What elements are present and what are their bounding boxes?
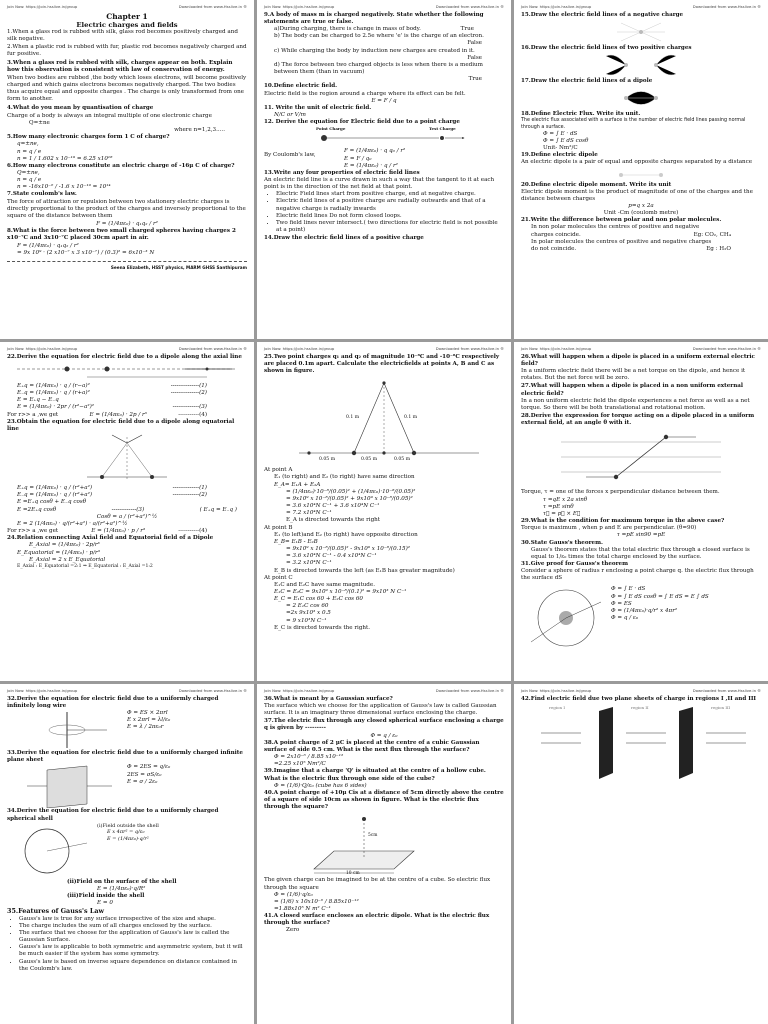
answer-10: Electric field is the region around a charge where its effect can be felt. [264, 90, 466, 97]
section-heading: At point A [264, 467, 293, 474]
question-17: 17.Draw the electric field lines of a dipole [521, 78, 653, 85]
header-source[interactable]: Downloaded from www.Hsslive.in ® [692, 346, 761, 351]
unit: Unit -Cm (coulomb metre) [603, 210, 679, 217]
equation: F = (1/4πε₀) · q q₀ / r² [344, 148, 406, 155]
equation: E = (1/4πε₀)·q/R² [97, 885, 146, 892]
question-3: 3.When a glass rod is rubbed with silk, charges appear on both. Explain how this observation is consistent with law of conservation of energy. [7, 59, 233, 73]
equation: E = F / q [371, 97, 397, 104]
answer-21: In polar molecules the centres of positive and negative charges [531, 238, 712, 245]
label: Point Charge [316, 126, 346, 132]
equatorial-dipole-figure [7, 433, 247, 485]
dipole-torque-figure [521, 427, 761, 489]
answer-20: Electric dipole moment is the product of magnitude of one of the charges and the distance between charges [521, 188, 753, 202]
divider [7, 261, 247, 262]
question-6: 6.How many electrons constitute an electric charge of -16μ C of charge? [7, 162, 235, 169]
statement: c) While charging the body by induction new charges are created in it. [274, 47, 475, 54]
equation: Φ = ∫ E dS cosθ = ∫ E dS = E ∫ dS [611, 593, 709, 600]
question-26: 26.What will happen when a dipole is placed in a uniform external electric field? [521, 353, 755, 368]
answer-21-row: do not coincide. Eg : H₂O [531, 245, 731, 252]
equation: Φ = 2x10⁻⁶ / 8.85 x10⁻¹² [274, 754, 344, 761]
equation: n = q / e [17, 148, 42, 155]
header-source[interactable]: Downloaded from www.Hsslive.in ® [178, 4, 247, 9]
equation: E = (1/4πε₀) · q / r² [344, 162, 398, 169]
region-label: region I [549, 705, 565, 711]
answer-13: An electric field line is a curve drawn in such a way that the tangent to it at each point is in the direction of the net field at that point. [264, 176, 495, 191]
equation: n = -16x10⁻⁶ / -1.6 x 10⁻¹⁹ [17, 184, 91, 191]
equation: E =E₊q cosθ + E₋q cosθ [17, 499, 87, 506]
equation: = (1/6) x 10x10⁻⁶ / 8.85x10⁻¹² [274, 898, 359, 905]
equation-row: E₊q = (1/4πε₀) · q / (r−a)² ---------------(1) [17, 383, 207, 390]
question-35: 35.Features of Gauss's Law [7, 907, 104, 916]
header-link[interactable]: Join Now: https://join.hsslive.in/group [264, 346, 335, 351]
equation: =2.25 x10⁵ Nm²/C [274, 761, 326, 768]
two-positive-charges-figure [521, 52, 761, 78]
equation-row: E₋q = (1/4πε₀) · q / (r²+a²) --------------(2) [17, 492, 207, 499]
answer-29: Torque is maximum , when p and E are perpendicular. (θ=90) [521, 525, 697, 532]
equation: Φ = ∫ E · dS [611, 586, 646, 593]
text: 2.When a plastic rod is rubbed with fur, plastic rod becomes negatively charged and fur positive. [7, 44, 247, 58]
equation: = 2 E₁C cos 60 [286, 603, 329, 610]
list-item: • The charge includes the sum of all charges enclosed by the surface. [19, 923, 247, 930]
equation: Cosθ = a / (r²+a²)^½ [96, 513, 158, 520]
answer-11: N/C or V/m [274, 112, 306, 119]
equation: E_Equatorial = (1/4πε₀) · p/r³ [17, 549, 100, 556]
gaussian-sphere-figure [521, 582, 611, 652]
text: Torque, τ = one of the forces x perpendicular distance between them. [521, 489, 720, 496]
header-source[interactable]: Downloaded from www.Hsslive.in ® [435, 4, 504, 9]
header-link[interactable]: Join Now: https://join.hsslive.in/group [7, 346, 78, 351]
spherical-shell-figure [7, 823, 97, 879]
page-header [521, 689, 761, 694]
text: E_B is directed towards the left (as E₁B has greater magnitude) [274, 567, 455, 574]
equation-result: = 6.25 x10¹⁸ [76, 155, 113, 162]
statement: b) The body can be charged to 2.5e where 'e' is the charge of an electron. [274, 33, 484, 40]
question-28: 28.Derive the expression for torque acting on a dipole placed in a uniform external field, at an angle θ with it. [521, 413, 755, 427]
equation: E = λ / 2πε₀r [127, 724, 164, 731]
page-9 [514, 684, 768, 1024]
equation-row: E =2E₊q cosθ -------------(3) ( E₊q = E₋q ) [17, 506, 237, 513]
equation: q=±ne, [17, 141, 39, 148]
header-source[interactable]: Downloaded from www.Hsslive.in ® [435, 688, 504, 693]
properties-list [264, 191, 504, 234]
page-header [264, 5, 504, 10]
dimension-label: 0.05 m [319, 457, 336, 463]
answer-39: Φ = (1/6)·Q/ε₀ (cube has 6 sides) [274, 782, 367, 789]
square-charge-diagram [264, 811, 504, 877]
equation: E = F / q₀ [344, 155, 372, 162]
equation: E₁C = E₂C = 9x10⁹ x 10⁻⁸/(0.1)² = 9x10³ N C⁻¹ [274, 588, 407, 595]
page-5 [257, 342, 511, 681]
equation: E_Axial : E_Equatorial =2:1 ⇒ E_Equatorial : E_Axial =1:2 [17, 563, 153, 569]
region-label: region III [711, 705, 731, 711]
question-33: 33.Derive the equation for electric field due to a uniformly charged infinite plane sheet [7, 750, 243, 764]
header-source[interactable]: Downloaded from www.Hsslive.in ® [178, 688, 247, 693]
page-6 [514, 342, 768, 681]
equation: Φ = (1/6)·q/ε₀ [274, 891, 313, 898]
question-37: 37.The electric flux through any closed spherical surface enclosing a charge q is given by --------- [264, 718, 504, 732]
equation: E = E₊q − E₋q [17, 397, 59, 404]
text: E₁ (to left)and E₂ (to right) have opposite direction [274, 531, 418, 538]
dimension-label: 5cm [368, 833, 378, 839]
equation: E = 2 (1/4πε₀) · q/(r²+a²) · a/(r²+a²)^½ [17, 520, 128, 527]
equation: F = (1/4πε₀) · q₁q₂ / r² [96, 221, 158, 228]
page-8 [257, 684, 511, 1024]
question-25: 25.Two point charges q₁ and q₂ of magnitude 10⁻⁸C and -10⁻⁸C respectively are placed 0.1m apart. Calculate the electricfields at points A, B and C as shown in figure. [264, 353, 500, 375]
statement-answer: False [467, 40, 482, 47]
question-31: 31.Give proof for Gauss's theorem [521, 560, 629, 567]
equation: 2ES = σS/ε₀ [127, 771, 162, 778]
list-item: • Two field lines never intersect.( two directions for electric field is not possible at a point) [276, 220, 504, 234]
header-link[interactable]: Join Now: https://join.hsslive.in/group [521, 4, 592, 9]
question-19: 19.Define electric dipole [521, 152, 598, 159]
equation: E_C = E₁C cos 60 + E₂C cos 60 [274, 596, 363, 603]
square-figure [264, 811, 504, 877]
answer-19: An electric dipole is a pair of equal and opposite charges separated by a distance [521, 159, 753, 166]
question-12: 12. Derive the equation for Electric field due to a point charge [264, 119, 460, 126]
equation: = 7.2 x10⁴N C⁻¹ [286, 510, 332, 517]
text: E_A is directed towards the right [286, 517, 381, 524]
dipole-field-figure [521, 85, 761, 111]
answer-36: The surface which we choose for the application of Gauss's law is called Gaussian surface. It is an imaginary three dimensional surface enclosing the charge. [264, 703, 497, 717]
question-8: 8.What is the force between two small charged spheres having charges 2 x10⁻⁷C and 3x10⁻⁷C placed 30cm apart in air. [7, 228, 236, 242]
equation: = 3.6 x10⁴N C⁻¹ + 3.6 x10⁴N C⁻¹ [286, 503, 380, 510]
list-item: • Electric field lines of a positive charge are radially outwards and that of a negative charge is radially inwards [276, 198, 504, 212]
answer-21-row: charges coincide. Eg: CO₂, CH₄ [531, 231, 731, 238]
question-41: 41.A closed surface encloses an electric dipole. What is the electric flux through the surface? [264, 913, 490, 927]
label: Test Charge [429, 126, 456, 132]
dimension-label: 0.1 m [346, 415, 360, 421]
page-4 [0, 342, 254, 681]
question-21: 21.Write the difference between polar and non polar molecules. [521, 217, 722, 224]
equation: Q=±ne [29, 119, 50, 126]
question-10: 10.Define electric field. [264, 83, 338, 90]
two-sheets-diagram [521, 703, 761, 783]
page-1 [0, 0, 254, 339]
equation: Φ = q / ε₀ [611, 615, 639, 622]
wire-derivation [7, 710, 247, 750]
equation: Φ = 2ES = q/ε₀ [127, 764, 171, 771]
question-24: 24.Relation connecting Axial field and Equatorial field of a Dipole [7, 535, 214, 542]
answer-41: Zero [286, 927, 300, 934]
equation: E_A= E₁A + E₂A [274, 481, 321, 488]
equation: Φ = ES × 2πrl [127, 710, 168, 717]
header-source[interactable]: Downloaded from www.Hsslive.in ® [692, 4, 761, 9]
dimension-label: 10 cm [346, 871, 360, 877]
statement: a)During charging, there is change in mass of body. True [274, 26, 474, 33]
negative-charge-field-figure [521, 19, 761, 45]
equation: E_Axial = 2 x E_Equatorial [29, 556, 106, 563]
question-32: 32.Derive the equation for electric field due to a uniformly charged infinitely long wire [7, 695, 219, 710]
equation: E = 0 [97, 900, 113, 907]
charged-sheet-figure [7, 764, 127, 808]
equation: E x 4πr² = q/ε₀ [107, 829, 145, 836]
answer-21: In non polar molecules the centres of positive and negative [531, 224, 700, 231]
equation-row: For r>> a ,we get E = (1/4πε₀) · 2p / r³ -----------(4) [7, 411, 207, 418]
statement-answer: False [467, 54, 482, 61]
text: E₁C and E₂C have same magnitude. [274, 581, 375, 588]
region-label: region II [631, 705, 649, 711]
equation: = 3.6 x10⁴N C⁻¹ - 0.4 x10⁴N C⁻¹ [286, 553, 377, 560]
question-36: 36.What is meant by a Gaussian surface? [264, 695, 393, 702]
page-header [7, 5, 247, 10]
page-header [521, 5, 761, 10]
equation: = 3.2 x10⁴N C⁻¹ [286, 560, 332, 567]
two-sheets-figure [521, 703, 761, 783]
page-header [7, 347, 247, 352]
equation-result: = 10¹⁴ [92, 184, 111, 191]
dipole-figure [521, 168, 761, 182]
dimension-label: 0.05 m [361, 457, 378, 463]
section-heading: At point B [264, 524, 293, 531]
equation: = 9 x10³N C⁻¹ [286, 617, 327, 624]
charges-triangle-diagram [264, 375, 504, 467]
question-29: 29.What is the condition for maximum torque in the above case? [521, 518, 725, 525]
header-source[interactable]: Downloaded from www.Hsslive.in ® [178, 346, 247, 351]
question-9: 9.A body of mass m is charged negatively. State whether the following statements are true or false. [264, 11, 484, 26]
chapter-title: Electric charges and fields [76, 20, 178, 29]
equation: τ⃗ = p⃗ × E⃗ [543, 510, 581, 517]
answer-18: The electric flux associated with a surface is the number of electric field lines passing normal through a surface. [521, 118, 746, 130]
gauss-features-list [7, 916, 247, 973]
answer-4: Charge of a body is always an integral multiple of one electronic charge [7, 112, 212, 119]
question-20: 20.Define electric dipole moment. Write its unit [521, 181, 672, 188]
question-38: 38.A point charge of 2 μC is placed at the centre of a cubic Gaussian surface of side 0.5 cm. What is the next flux through the surface? [264, 739, 480, 753]
equation: Φ = ∫ E · dS [543, 130, 578, 137]
axial-dipole-figure [7, 361, 247, 383]
question-14: 14.Draw the electric field lines of a positive charge [264, 235, 424, 242]
derivation [264, 148, 504, 169]
equation: E = (1/4πε₀)·q/r² [107, 835, 149, 842]
equation: Unit- Nm²/C [543, 145, 578, 152]
equation-row: E₊q = (1/4πε₀) · q / (r²+a²) --------------(1) [17, 485, 207, 492]
page-header [264, 347, 504, 352]
shell-derivation [7, 823, 247, 879]
point-charge-figure [264, 126, 504, 148]
equation-row: For r>> a ,we get E = (1/4πε₀) · p / r³ -----------(4) [7, 528, 207, 535]
list-item: • Gauss's law is based on inverse square dependence on distance contained in the Coulomb's law. [19, 959, 247, 973]
equation: E = σ / 2ε₀ [127, 778, 158, 785]
dimension-label: 0.1 m [404, 415, 418, 421]
list-item: • The surface that we choose for the application of Gauss's law is called the Gaussian Surface. [19, 930, 247, 944]
answer-40: The given charge can be imagined to be at the centre of a cube. So electric flux through the square [264, 877, 491, 891]
equation: Q=±ne, [17, 169, 40, 176]
question-18: 18.Define Electric Flux. Write its unit. [521, 111, 641, 118]
equation: τ =qE x 2a sinθ [543, 496, 588, 503]
charged-wire-figure [7, 710, 127, 750]
answer-27: In a non uniform electric field the dipole experiences a net force as well as a net torque. So there will be both translational and rotational motion. [521, 397, 750, 411]
subheading: (iii)Field inside the shell [67, 893, 145, 900]
header-source[interactable]: Downloaded from www.Hsslive.in ® [435, 346, 504, 351]
page-header [7, 689, 247, 694]
question-16: 16.Draw the electric field lines of two positive charges [521, 45, 692, 52]
question-27: 27.What will happen when a dipole is placed in a non uniform external electric field? [521, 383, 744, 397]
question-34: 34.Derive the equation for electric field due to a uniformly charged spherical shell [7, 808, 219, 822]
question-40: 40.A point charge of +10μ Cis at a distance of 5cm directly above the centre of a square of side 10cm as shown in figure. What is the electric flux through the square? [264, 789, 504, 811]
answer-3: When two bodies are rubbed ,the body which loses electrons, will become positively charged and which gains electrons becomes negatively charged. The two bodies thus acquire equal and opposite charges . The charge is only transformed from one form to another. [7, 74, 247, 103]
subheading: (ii)Field on the surface of the shell [67, 878, 177, 885]
equation: E_B= E₁B - E₂B [274, 538, 318, 545]
equation: p=q x 2a [628, 202, 654, 209]
equation: n = 1 / 1.602 x 10⁻¹⁹ [17, 155, 76, 162]
answer-30: Gauss's theorem states that the total electric flux through a closed surface is equal to 1/ε₀ times the total charge enclosed by the surface. [531, 546, 750, 560]
sheet-derivation [7, 764, 247, 808]
dimension-label: 0.05 m [394, 457, 411, 463]
equation: = 9x 10⁹ · (2 x10⁻⁷ x 3 x10⁻⁷) / (0.3)² = 6x10⁻³ N [17, 249, 155, 256]
chapter-heading: Chapter 1 [106, 11, 148, 21]
equation: E_Axial = (1/4πε₀) · 2p/r³ [29, 542, 100, 549]
text: By Coulomb's law, [264, 152, 316, 159]
question-11: 11. Write the unit of electric field. [264, 104, 372, 111]
header-link[interactable]: Join Now: https://join.hsslive.in/group [7, 4, 78, 9]
question-42: 42.Find electric field due two plane sheets of charge in regions I ,II and III [521, 695, 757, 702]
subheading: (i)Field outside the shell [97, 822, 159, 829]
header-source[interactable]: Downloaded from www.Hsslive.in ® [692, 688, 761, 693]
page-header [264, 689, 504, 694]
list-item: • Gauss's law is applicable to both symmetric and asymmetric system, but it will be much easier if the system has some symmetry. [19, 944, 247, 958]
triangle-figure [264, 375, 504, 467]
question-4: 4.What do you mean by quantisation of charge [7, 104, 154, 111]
statement: d) The force between two charged objects is less when there is a medium between them (than in vacuum) [274, 61, 483, 76]
text: E₁ (to right) and E₂ (to right) have same direction [274, 474, 415, 481]
text: E_C is directed towards the right. [274, 624, 371, 631]
equation-row: E = (1/4πε₀) · 2pr / (r²−a²)² --------------(3) [17, 404, 207, 411]
list-item: • Electric Field lines start from positive charge, end at negative charge. [276, 191, 504, 198]
equation: Φ = ES [611, 600, 632, 607]
gauss-proof [521, 582, 761, 652]
question-15: 15.Draw the electric field lines of a negative charge [521, 11, 684, 18]
equation: = (1/4πε₀)·10⁻⁸/(0.05)² + (1/4πε₀)·10⁻⁸/(0.05)² [286, 488, 416, 495]
header-link[interactable]: Join Now: https://join.hsslive.in/group [7, 688, 78, 693]
page-7 [0, 684, 254, 1024]
question-30: 30.State Gauss's theorem. [521, 539, 603, 546]
header-link[interactable]: Join Now: https://join.hsslive.in/group [264, 4, 335, 9]
question-23: 23.Obtain the equation for electric field due to a dipole along equatorial line [7, 418, 235, 432]
section-heading: At point C [264, 574, 293, 581]
equation: F = (1/4πε₀) · q₁q₂ / r² [17, 242, 79, 249]
question-39: 39.Imagine that a charge 'Q' is situated at the centre of a hollow cube. What is the electric flux through one side of the cube? [264, 768, 486, 782]
answer-26: In a uniform electric field there will be a net torque on the dipole, and hence it rotates. But the net force will be zero. [521, 368, 746, 382]
equation: n = q / e [17, 177, 42, 184]
equation-row: E₋q = (1/4πε₀) · q / (r+a)² ---------------(2) [17, 390, 207, 397]
equation: = 9x10⁹ x 10⁻⁸/(0.05)² - 9x10⁹ x 10⁻⁸/(0.15)² [286, 546, 410, 553]
equation: Φ = ∫ E dS cosθ [543, 137, 589, 144]
answer-37: Φ = q / ε₀ [370, 732, 398, 739]
equation: where n=1,2,3..... [174, 127, 225, 134]
answer-7: The force of attraction or repulsion between two stationery electric charges is directly proportional to the product of the charges and inversely proportional to the square of the distance between them [7, 198, 246, 219]
list-item: • Gauss's law is true for any surface irrespective of the size and shape. [19, 916, 247, 923]
answer-31: Consider a sphere of radius r enclosing a point charge q. the electric flux through the surface dS [521, 568, 754, 582]
equation: =2x 9x10³ x 0.5 [286, 610, 331, 617]
statement-answer: True [468, 76, 482, 83]
question-5: 5.How many electronic charges form 1 C of charge? [7, 134, 170, 141]
page-3 [514, 0, 768, 339]
point-charge-diagram [264, 126, 504, 148]
equation: = 9x10⁹ x 10⁻⁸/(0.05)² + 9x10⁹ x 10⁻⁸/(0.05)² [286, 495, 413, 502]
page-header [521, 347, 761, 352]
page-2 [257, 0, 511, 339]
list-item: • Electric field lines Do not form closed loops. [276, 213, 504, 220]
equation: E x 2πrl = λl/ε₀ [127, 717, 171, 724]
question-13: 13.Write any four properties of electric field lines [264, 169, 420, 176]
equation: τ =pE sinθ [543, 503, 574, 510]
text: 1.When a glass rod is rubbed with silk, glass rod becomes positively charged and silk negative. [7, 29, 238, 43]
header-link[interactable]: Join Now: https://join.hsslive.in/group [521, 688, 592, 693]
question-7: 7.State coulomb's law. [7, 191, 77, 198]
header-link[interactable]: Join Now: https://join.hsslive.in/group [264, 688, 335, 693]
equation: =1.88x10⁵ N m² C⁻¹ [274, 905, 331, 912]
header-link[interactable]: Join Now: https://join.hsslive.in/group [521, 346, 592, 351]
question-22: 22.Derive the equation for electric field due to a dipole along the axial line [7, 353, 242, 360]
equation: τ =pE sin90 =pE [616, 532, 666, 539]
equation: Φ = (1/4πε₀)·q/r² x 4πr² [611, 607, 678, 614]
author-signature: Seena Elizabeth, HSST physics, MARM GHSS Santhipuram [110, 264, 247, 270]
